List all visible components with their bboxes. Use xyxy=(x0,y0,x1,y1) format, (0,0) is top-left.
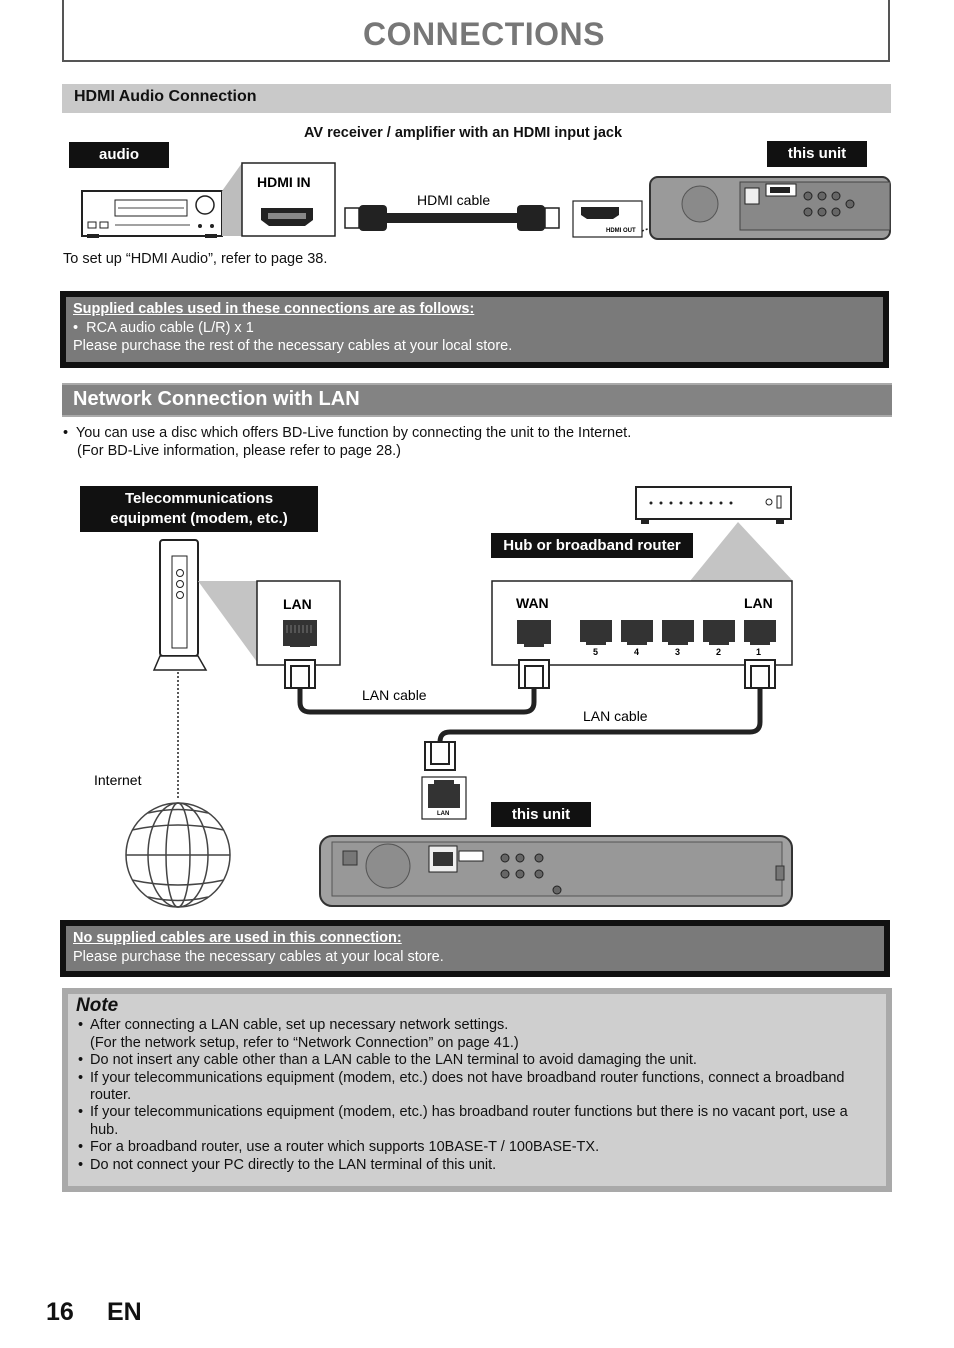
internet-label: Internet xyxy=(94,772,142,788)
supplied-cables-purchase-note: Please purchase the rest of the necessary cables at your local store. xyxy=(73,338,513,354)
audio-label: audio xyxy=(69,142,169,168)
lan-cable-label-2: LAN cable xyxy=(583,708,648,724)
note-heading: Note xyxy=(76,995,119,1016)
network-intro-text: You can use a disc which offers BD-Live function by connecting the unit to the Internet. xyxy=(75,425,632,441)
globe-icon xyxy=(126,803,230,907)
small-lan-label: LAN xyxy=(437,811,450,817)
router-port-4 xyxy=(621,620,653,645)
port-number-2: 2 xyxy=(716,647,722,657)
hdmi-setup-note: To set up “HDMI Audio”, refer to page 38. xyxy=(63,251,328,267)
lan-connection-diagram xyxy=(0,480,954,915)
port-number-3: 3 xyxy=(675,647,681,657)
note-item-subtext: (For the network setup, refer to “Network Connection” on page 41.) xyxy=(90,1034,519,1051)
page-title: CONNECTIONS xyxy=(363,16,605,52)
router-port-3 xyxy=(662,620,694,645)
note-item: • If your telecommunications equipment (modem, etc.) does not have broadband router functions, connect a broadband router. xyxy=(90,1070,878,1105)
no-supplied-purchase-note: Please purchase the necessary cables at your local store. xyxy=(73,949,444,965)
hdmi-out-label: HDMI OUT xyxy=(606,228,636,234)
router-port-5 xyxy=(580,620,612,645)
supplied-cables-item-text: RCA audio cable (L/R) x 1 xyxy=(86,319,254,336)
no-supplied-cables-box xyxy=(60,920,890,977)
telecom-label-line2: equipment (modem, etc.) xyxy=(110,509,288,527)
note-item: • If your telecommunications equipment (modem, etc.) has broadband router functions but there is no vacant port, use a hub. xyxy=(90,1104,878,1139)
port-number-1: 1 xyxy=(756,647,762,657)
note-item: • For a broadband router, use a router which supports 10BASE-T / 100BASE-TX. xyxy=(90,1139,878,1156)
no-supplied-heading: No supplied cables are used in this connection: xyxy=(73,930,402,946)
av-receiver-caption: AV receiver / amplifier with an HDMI input jack xyxy=(304,125,623,141)
hdmi-section-heading: HDMI Audio Connection xyxy=(74,88,257,105)
hdmi-in-label: HDMI IN xyxy=(257,174,311,190)
telecom-label-line1: Telecommunications xyxy=(124,490,274,507)
network-section-heading: Network Connection with LAN xyxy=(73,388,360,410)
router-wan-label: WAN xyxy=(516,595,549,611)
network-intro-line1: • You can use a disc which offers BD-Live function by connecting the unit to the Internet. xyxy=(63,425,632,441)
note-box xyxy=(62,988,892,1192)
port-number-4: 4 xyxy=(634,647,640,657)
language-code: EN xyxy=(107,1298,142,1326)
supplied-cables-item: • RCA audio cable (L/R) x 1 xyxy=(73,319,254,336)
this-unit-label-hdmi: this unit xyxy=(767,141,867,167)
modem-lan-port xyxy=(283,620,317,647)
lan-cable-label-1: LAN cable xyxy=(362,687,427,703)
network-intro-line2: (For BD-Live information, please refer to page 28.) xyxy=(77,443,401,459)
unit-lan-port xyxy=(422,777,466,819)
network-section-header xyxy=(62,383,892,417)
router-lan-label: LAN xyxy=(744,595,773,611)
broadband-router-illustration xyxy=(636,487,791,524)
hdmi-section-header xyxy=(62,84,891,113)
router-label: Hub or broadband router xyxy=(491,533,693,558)
this-unit-label-lan: this unit xyxy=(491,802,591,827)
router-port-1 xyxy=(744,620,776,645)
note-item: • Do not connect your PC directly to the LAN terminal of this unit. xyxy=(90,1157,878,1174)
router-port-2 xyxy=(703,620,735,645)
router-port-wan xyxy=(517,620,551,647)
port-number-5: 5 xyxy=(593,647,599,657)
hdmi-connection-diagram xyxy=(0,160,954,250)
note-list xyxy=(76,1017,878,1174)
lan-cable-plugs xyxy=(285,660,775,770)
modem-illustration xyxy=(154,540,206,670)
this-unit-rear xyxy=(320,836,792,906)
supplied-cables-box xyxy=(60,291,889,368)
page-number: 16 xyxy=(46,1298,74,1326)
this-unit-rear-partial xyxy=(650,177,890,239)
note-item xyxy=(90,1017,878,1052)
modem-lan-label: LAN xyxy=(283,596,312,612)
supplied-cables-heading: Supplied cables used in these connections are as follows: xyxy=(73,301,475,317)
av-receiver-illustration xyxy=(82,191,222,238)
note-item-text: After connecting a LAN cable, set up necessary network settings. xyxy=(90,1017,509,1034)
note-item: • Do not insert any cable other than a LAN cable to the LAN terminal to avoid damaging the unit. xyxy=(90,1052,878,1069)
hdmi-cable-label: HDMI cable xyxy=(417,192,491,208)
